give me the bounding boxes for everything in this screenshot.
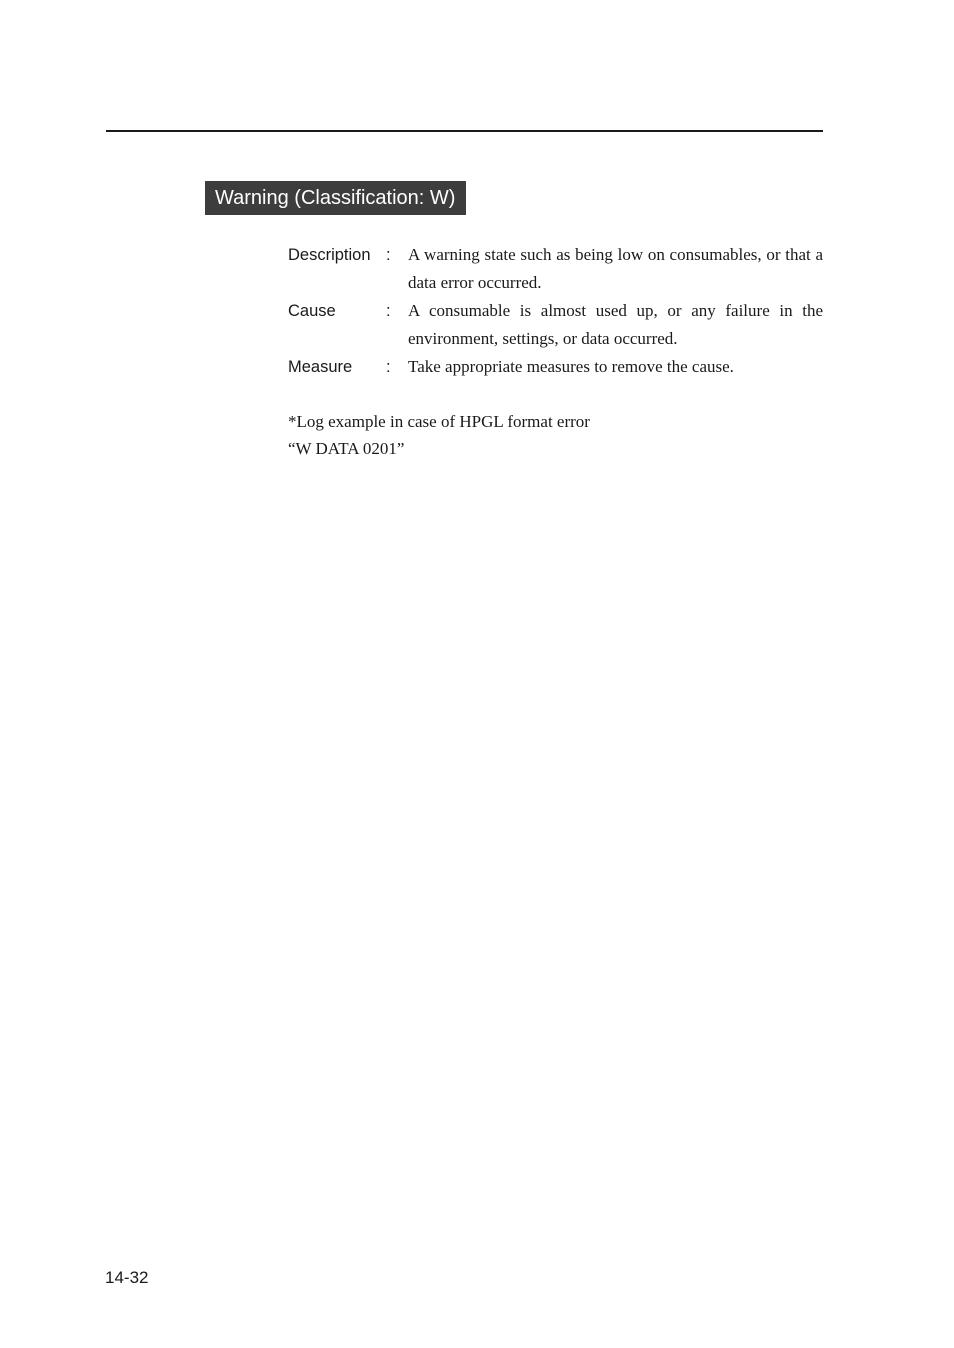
- definition-row-description: [288, 241, 823, 297]
- definition-text: A consumable is almost used up, or any failure in the environment, settings, or data occurred.: [408, 301, 823, 348]
- definition-colon: :: [386, 246, 391, 264]
- definition-colon: :: [386, 302, 391, 320]
- header-rule: [106, 130, 823, 132]
- definition-list: [288, 241, 823, 381]
- section-heading: Warning (Classification: W): [205, 181, 466, 215]
- log-example-code: “W DATA 0201”: [288, 439, 405, 458]
- definition-text: A warning state such as being low on consumables, or that a data error occurred.: [408, 245, 823, 292]
- definition-term: Cause: [288, 302, 336, 320]
- definition-row-measure: [288, 353, 823, 381]
- log-example-note: [288, 408, 590, 462]
- log-example-caption: *Log example in case of HPGL format error: [288, 412, 590, 431]
- definition-text: Take appropriate measures to remove the cause.: [408, 357, 734, 376]
- page-number: 14-32: [105, 1268, 149, 1287]
- definition-term: Description: [288, 246, 371, 264]
- definition-row-cause: [288, 297, 823, 353]
- definition-term: Measure: [288, 358, 353, 376]
- definition-colon: :: [386, 358, 391, 376]
